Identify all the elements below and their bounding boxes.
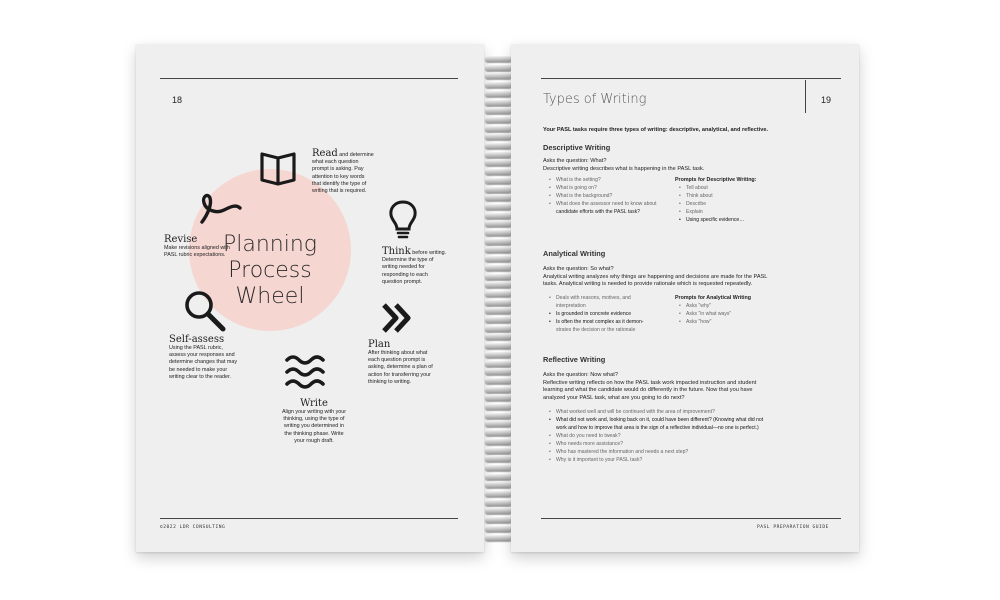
reflective-desc-line: analyzed your PASL task, what are you going to do next?: [543, 394, 685, 401]
stage-line: prompt is asking. Pay: [312, 166, 364, 173]
analytical-desc: [543, 274, 767, 289]
spiral-ring: [485, 134, 512, 140]
stage-line: PASL rubric expectations.: [164, 252, 226, 259]
stage-plan: [368, 339, 478, 386]
stage-line: be needed to make your: [169, 366, 228, 373]
list-item: • Asks "why": [679, 302, 751, 310]
spiral-ring: [485, 378, 512, 384]
page-title: Types of Writing: [543, 92, 647, 107]
spiral-ring: [485, 230, 512, 236]
spiral-ring: [485, 474, 512, 480]
lightbulb-icon: [386, 199, 420, 239]
stage-line: assess your responses and: [169, 352, 235, 359]
list-item-continuation: candidate efforts with the PASL task?: [556, 209, 641, 215]
list-item: • Why is it important to your PASL task?: [549, 456, 763, 464]
wheel-title-line: Process: [228, 258, 312, 283]
stage-selfassess-title: Self-assess: [169, 334, 225, 345]
spiral-ring: [485, 108, 512, 114]
stage-line: thinking to writing.: [368, 378, 412, 385]
list-item: • Using specific evidence…: [679, 216, 756, 224]
analytical-prompts: [675, 294, 751, 326]
spiral-ring: [485, 369, 512, 375]
descriptive-desc: Descriptive writing describes what is happening in the PASL task.: [543, 166, 705, 172]
spiral-ring: [485, 465, 512, 471]
list-item: • Explain: [679, 208, 756, 216]
spiral-ring: [485, 334, 512, 340]
list-item: • Who needs more assistance?: [549, 440, 763, 448]
spiral-ring: [485, 274, 512, 280]
stage-line: writing clear to the reader.: [169, 373, 232, 380]
spiral-ring: [485, 361, 512, 367]
spiral-ring: [485, 482, 512, 488]
spiral-ring: [485, 256, 512, 262]
spiral-ring: [485, 421, 512, 427]
spiral-ring: [485, 430, 512, 436]
spiral-ring: [485, 247, 512, 253]
stage-line: thinking, using the type of: [283, 416, 345, 423]
spiral-ring: [485, 413, 512, 419]
stage-plan-title: Plan: [368, 339, 391, 350]
reflective-heading: Reflective Writing: [543, 355, 606, 364]
list-item: • Asks "in what ways": [679, 310, 751, 318]
spiral-ring: [485, 491, 512, 497]
spiral-ring: [485, 439, 512, 445]
stage-line: determine changes that may: [169, 359, 238, 366]
stage-think-inline: before writing.: [410, 250, 447, 256]
spiral-ring: [485, 204, 512, 210]
left-page: [136, 44, 484, 552]
stage-write: [264, 398, 364, 445]
list-item: • What did not work and, looking back on it, could have been different? (Knowing what did not: [549, 416, 763, 424]
spiral-ring: [485, 448, 512, 454]
stage-line: writing that is required.: [312, 188, 367, 195]
spiral-binding: [481, 52, 515, 552]
stage-line: the thinking phase. Write: [284, 430, 344, 437]
descriptive-question: Asks the question: What?: [543, 158, 607, 164]
reflective-bullets: [549, 408, 763, 464]
spiral-ring: [485, 291, 512, 297]
analytical-prompts-heading: Prompts for Analytical Writing: [675, 295, 751, 301]
left-footer: ©2022 LDR CONSULTING: [160, 525, 226, 530]
list-item-continuation: strates the decision or the rationale: [556, 327, 636, 333]
stage-line: action for transferring your: [368, 371, 431, 378]
spiral-ring: [485, 56, 512, 62]
reflective-question: Asks the question: Now what?: [543, 372, 618, 378]
spiral-ring: [485, 65, 512, 71]
analytical-desc-line: tasks. Analytical writing is needed to provide rationale which is requested repeatedly.: [543, 281, 753, 288]
spiral-ring: [485, 300, 512, 306]
spiral-ring: [485, 187, 512, 193]
reflective-desc-line: Reflective writing reflects on how the PASL task work impacted instruction and student: [543, 380, 757, 386]
spiral-ring: [485, 239, 512, 245]
spiral-ring: [485, 82, 512, 88]
spiral-ring: [485, 117, 512, 123]
list-item: • Who has mastered the information and needs a next step?: [549, 448, 763, 456]
spiral-ring: [485, 195, 512, 201]
list-item: • What is the background?: [549, 192, 657, 200]
list-item: • Think about: [679, 192, 756, 200]
analytical-heading: Analytical Writing: [543, 249, 606, 258]
stage-line: asking, determine a plan of: [368, 364, 433, 371]
spiral-ring: [485, 73, 512, 79]
spiral-ring: [485, 395, 512, 401]
descriptive-heading: Descriptive Writing: [543, 143, 611, 152]
spiral-ring: [485, 126, 512, 132]
list-item: • Tell about: [679, 184, 756, 192]
spiral-ring: [485, 387, 512, 393]
left-bottom-rule: [160, 518, 458, 519]
right-footer: PASL PREPARATION GUIDE: [757, 525, 829, 530]
list-item: • Is grounded in concrete evidence: [549, 310, 643, 318]
descriptive-bullets: [549, 176, 657, 216]
intro-text: Your PASL tasks require three types of writing: descriptive, analytical, and reflective.: [543, 127, 769, 133]
right-bottom-rule: [541, 518, 841, 519]
spiral-ring: [485, 91, 512, 97]
stage-line: your rough draft.: [294, 437, 334, 444]
stage-selfassess: [169, 334, 284, 381]
stage-line: question prompt.: [382, 278, 423, 285]
stage-line: Determine the type of: [382, 257, 434, 264]
stage-think: [382, 246, 482, 286]
spiral-ring: [485, 178, 512, 184]
list-item: • What does the assessor need to know about: [549, 200, 657, 208]
descriptive-prompts: [675, 176, 756, 224]
right-top-rule: [541, 78, 841, 79]
stage-write-title: Write: [300, 398, 328, 409]
wheel-title-line: Wheel: [235, 284, 305, 309]
spiral-ring: [485, 169, 512, 175]
spiral-ring: [485, 500, 512, 506]
left-top-rule: [160, 78, 458, 79]
stage-read-inline: and determine: [337, 152, 374, 158]
analytical-bullets: [549, 294, 643, 334]
spiral-ring: [485, 456, 512, 462]
spiral-ring: [485, 508, 512, 514]
list-item-continuation: interpretation: [556, 303, 586, 309]
stage-revise: [164, 234, 264, 259]
stage-revise-title: Revise: [164, 234, 198, 245]
list-item: • What worked well and will be continued with the area of improvement?: [549, 408, 763, 416]
reflective-desc-line: learning and what the candidate would do differently in the future. Now that you have: [543, 387, 753, 394]
list-item: • Deals with reasons, motives, and: [549, 294, 643, 302]
spiral-ring: [485, 517, 512, 523]
stage-read-title: Read: [312, 148, 338, 159]
spiral-ring: [485, 213, 512, 219]
title-divider: [805, 80, 806, 113]
book-icon: [258, 146, 298, 186]
spiral-ring: [485, 152, 512, 158]
stage-line: each question prompt is: [368, 357, 426, 364]
wavy-lines-icon: [284, 352, 328, 392]
spiral-ring: [485, 317, 512, 323]
list-item: • What is the setting?: [549, 176, 657, 184]
list-item: • What is going on?: [549, 184, 657, 192]
left-page-number: 18: [172, 95, 183, 105]
stage-line: what each question: [312, 159, 359, 166]
spiral-ring: [485, 160, 512, 166]
spiral-ring: [485, 343, 512, 349]
reflective-desc: [543, 380, 756, 402]
spiral-ring: [485, 404, 512, 410]
list-item: • Asks "how": [679, 318, 751, 326]
wheel-title-line: Planning: [222, 232, 317, 257]
list-item: • What do you need to tweak?: [549, 432, 763, 440]
list-item: • Describe: [679, 200, 756, 208]
revise-loop-icon: [198, 192, 244, 226]
stage-line: writing needed for: [382, 264, 425, 271]
stage-line: Using the PASL rubric,: [169, 345, 223, 351]
double-chevron-icon: [380, 301, 414, 335]
spiral-ring: [485, 143, 512, 149]
stage-line: Make revisions aligned with: [164, 245, 230, 251]
spiral-ring: [485, 526, 512, 532]
stage-think-title: Think: [382, 246, 411, 257]
stage-line: that identify the type of: [312, 180, 367, 187]
spiral-ring: [485, 221, 512, 227]
analytical-question: Asks the question: So what?: [543, 266, 614, 272]
list-item: • Is often the most complex as it demon-: [549, 318, 643, 326]
spiral-ring: [485, 100, 512, 106]
right-page: [511, 44, 859, 552]
spiral-ring: [485, 535, 512, 541]
right-page-number: 19: [821, 95, 832, 105]
spiral-ring: [485, 265, 512, 271]
analytical-desc-line: Analytical writing analyzes why things are happening and decisions are made for the PASL: [543, 274, 768, 280]
stage-line: responding to each: [382, 271, 428, 278]
spiral-ring: [485, 352, 512, 358]
list-item-continuation: work and how to improve that area is the sign of a reflective individual—no one is perfect.): [556, 425, 759, 431]
stage-line: Align your writing with your: [281, 409, 347, 415]
stage-line: writing you determined in: [284, 423, 344, 430]
spiral-ring: [485, 326, 512, 332]
stage-line: attention to key words: [312, 173, 365, 180]
magnifier-icon: [182, 288, 228, 334]
descriptive-prompts-heading: Prompts for Descriptive Writing:: [675, 177, 757, 183]
spiral-ring: [485, 282, 512, 288]
spiral-ring: [485, 308, 512, 314]
stage-line: After thinking about what: [368, 350, 428, 356]
stage-read: [312, 148, 422, 195]
